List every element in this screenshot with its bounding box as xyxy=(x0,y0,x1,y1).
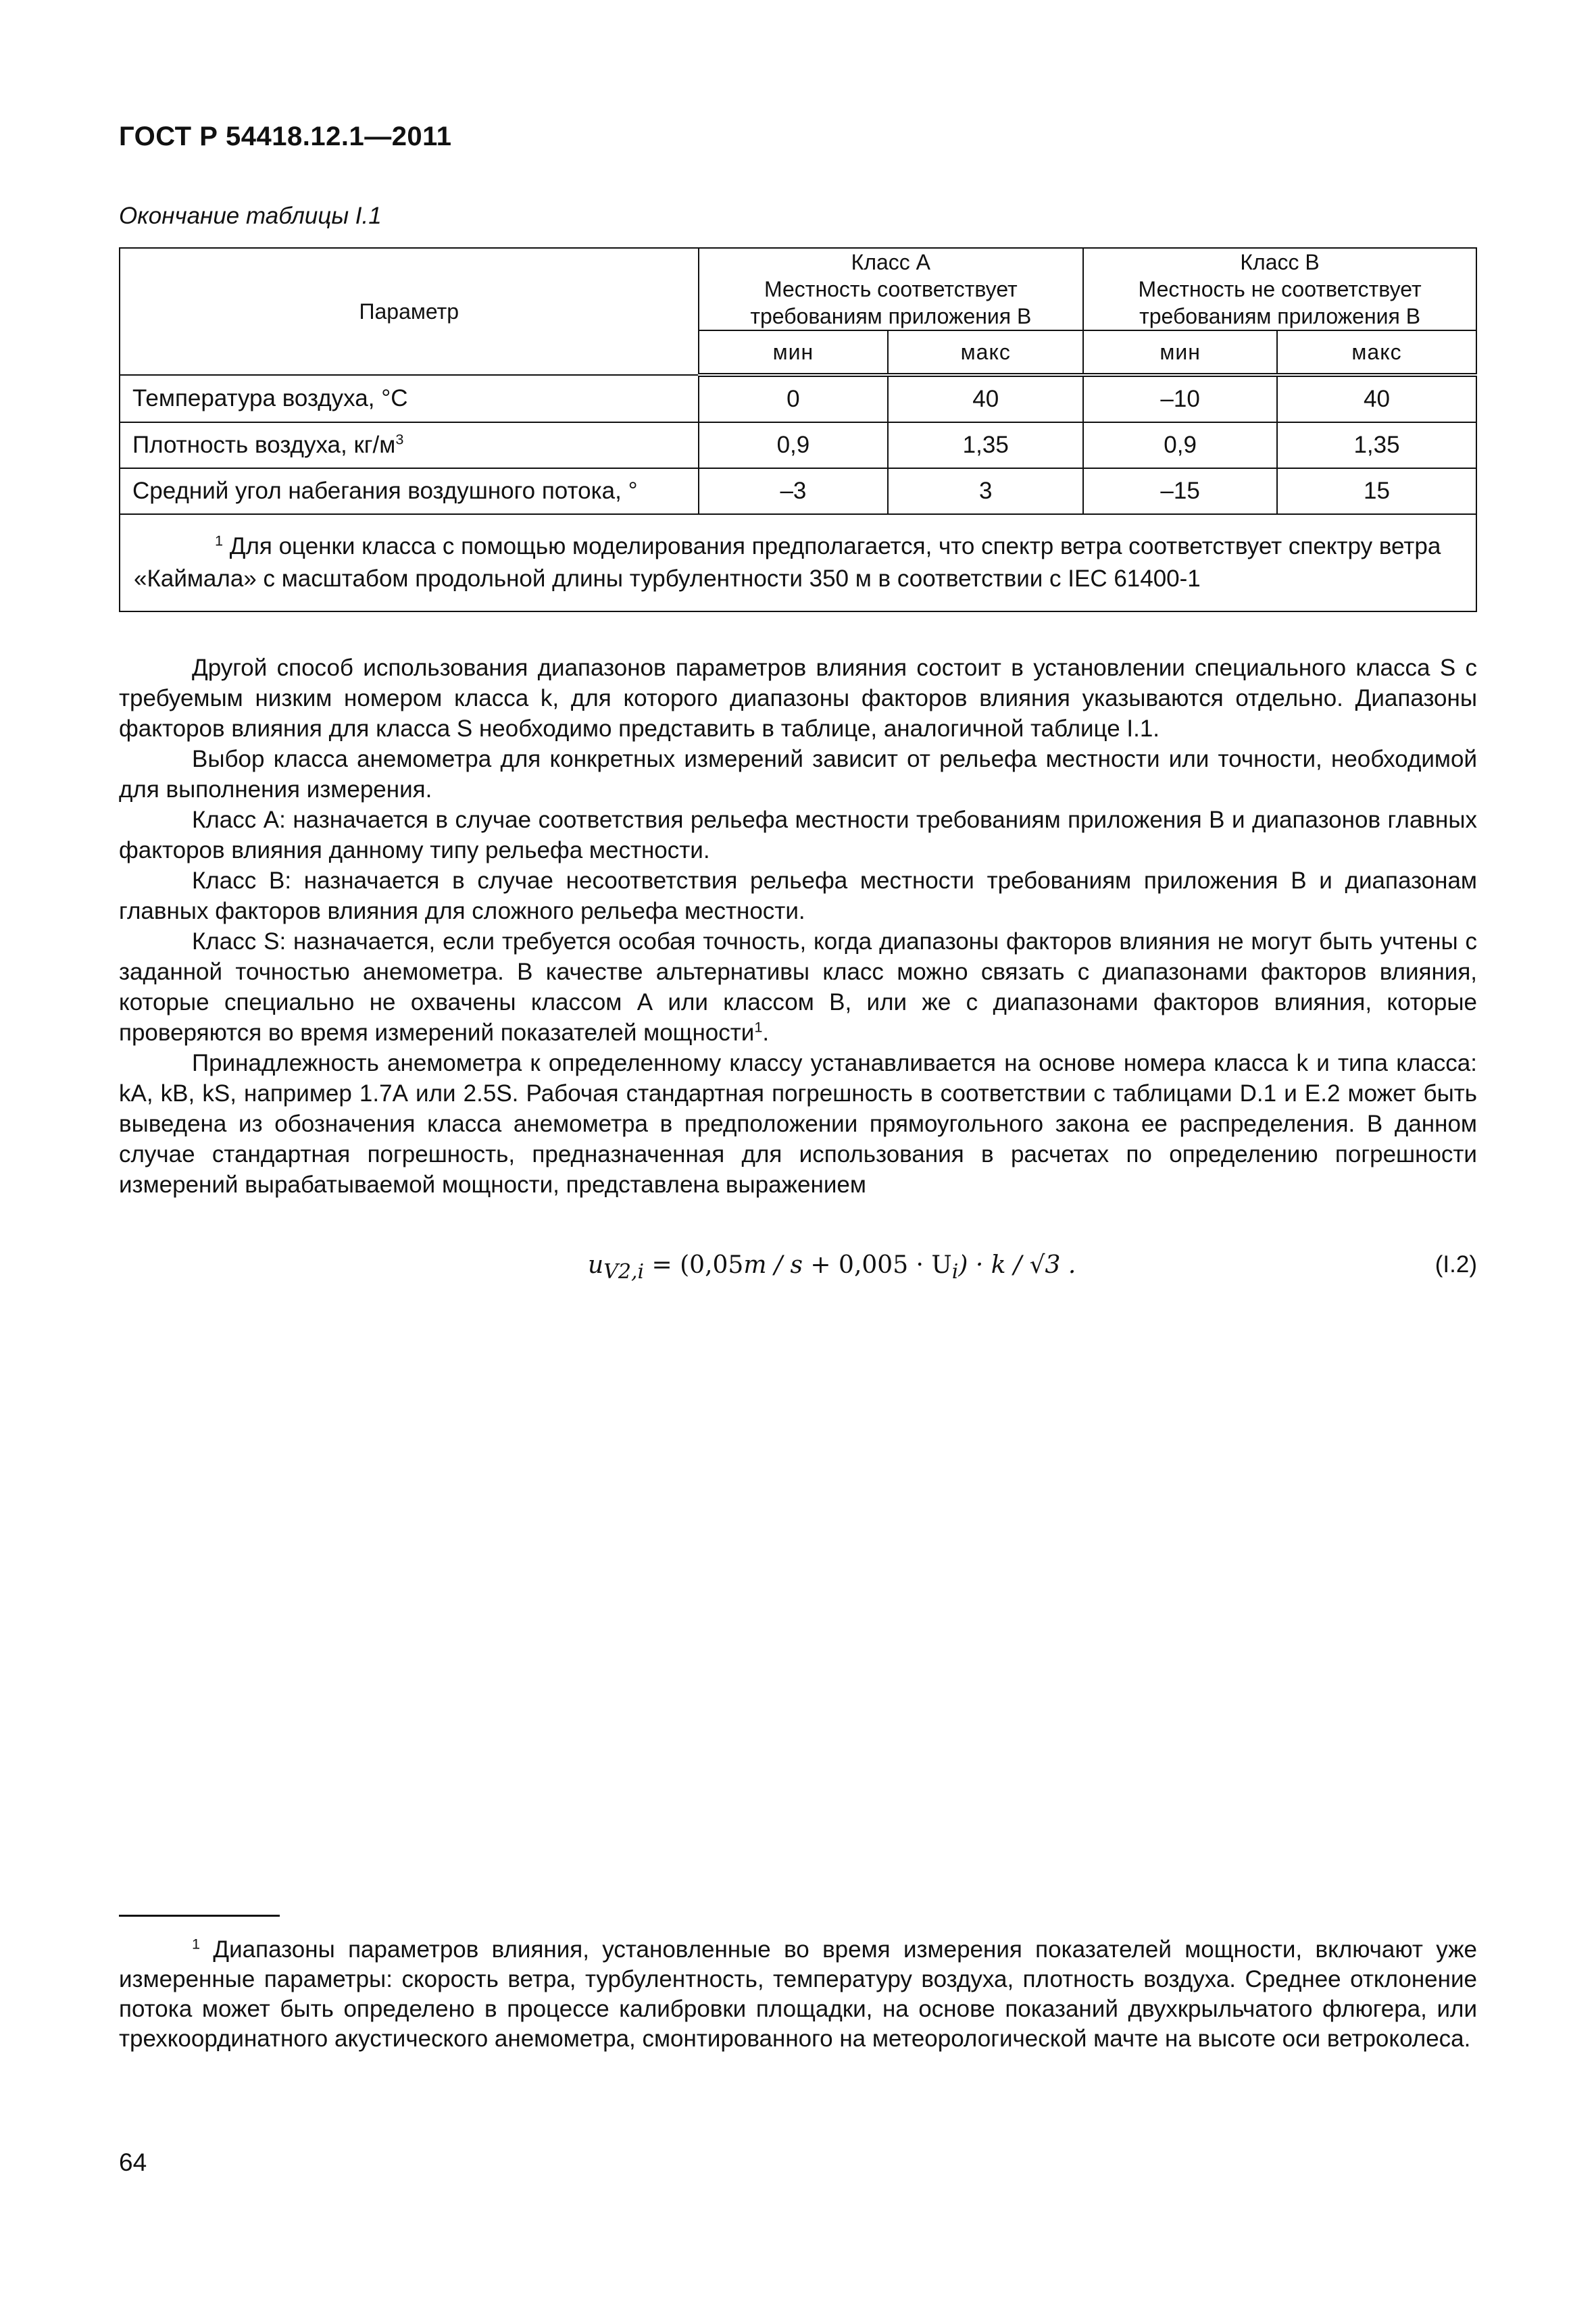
footnote xyxy=(119,1935,1477,2054)
paragraph: Другой способ использования диапазонов параметров влияния состоит в установлении специального класса S с требуемым низким номером класса k, для которого диапазоны факторов влияния указываются отдельно. Диапазоны факторов влияния для класса S необходимо представить в таблице, аналогичной таблице I.1. xyxy=(119,655,1477,742)
table-header-class-b xyxy=(1083,248,1476,330)
table-header-parameter: Параметр xyxy=(120,248,699,375)
subheader-class-b-min: мин xyxy=(1083,330,1277,375)
paragraph: Принадлежность анемометра к определенному классу устанавливается на основе номера класса k и типа класса: kA, kB, kS, например 1.7А или 2.5S. Рабочая стандартная погрешность в соответствии с таблицами D.1 и Е.2 может быть выведена из обозначения класса анемометра в предположении прямоугольного закона ее распределения. В данном случае стандартная погрешность, предназначенная для использования в расчетах по определению погрешности измерений вырабатываемой мощности, представлена выражением xyxy=(119,1050,1477,1198)
row-parameter-text: Средний угол набегания воздушного потока, ° xyxy=(132,478,638,504)
formula-lhs-sub: V2,i xyxy=(603,1260,645,1284)
row-parameter-text: Температура воздуха, °С xyxy=(132,385,408,411)
row-value: 40 xyxy=(1277,375,1476,422)
formula-rhs-sub: i xyxy=(951,1260,959,1284)
paragraph: Выбор класса анемометра для конкретных измерений зависит от рельефа местности или точности, необходимой для выполнения измерения. xyxy=(119,746,1477,803)
table-note xyxy=(120,514,1476,611)
row-value: 0,9 xyxy=(1083,422,1277,468)
row-value: –15 xyxy=(1083,468,1277,514)
paragraph: Класс А: назначается в случае соответствия рельефа местности требованиям приложения В и диапазонов главных факторов влияния данному типу рельефа местности. xyxy=(119,807,1477,863)
formula-lhs-var: u xyxy=(588,1251,604,1279)
subheader-class-a-min: мин xyxy=(699,330,889,375)
table-note-text: Для оценки класса с помощью моделирования предполагается, что спектр ветра соответствует спектру ветра «Каймала» с масштабом продольной длины турбулентности 350 м в соответствии с IEC 61400-1 xyxy=(134,533,1441,592)
table-row xyxy=(120,375,1476,422)
class-b-desc-1: Местность не соответствует xyxy=(1138,277,1422,301)
footnote-text: Диапазоны параметров влияния, установленные во время измерения показателей мощности, включают уже измеренные параметры: скорость ветра, турбулентность, температуру воздуха, плотность воздуха. Среднее отклонение потока может быть определено в процессе калибровки площадки, на основе показаний двухкрыльчатого флюгера, или трехкоординатного акустического анемометра, смонтированного на метеорологической мачте на высоте оси ветроколеса. xyxy=(119,1936,1477,2052)
paragraph-text: Класс S: назначается, если требуется особая точность, когда диапазоны факторов влияния не могут быть учтены с заданной точностью анемометра. В качестве альтернативы класс можно связать с диапазонами факторов влияния, которые специально не охвачены классом А или классом В, или же с диапазонами факторов влияния, которые проверяются во время измерений показателей мощности xyxy=(119,928,1477,1046)
paragraph: Класс В: назначается в случае несоответствия рельефа местности требованиям приложения В и диапазонам главных факторов влияния для сложного рельефа местности. xyxy=(119,867,1477,924)
table-header-class-a xyxy=(699,248,1084,330)
row-value: –10 xyxy=(1083,375,1277,422)
formula-number: (I.2) xyxy=(1435,1251,1477,1278)
class-b-desc-2: требованиям приложения В xyxy=(1139,304,1421,328)
footnote-reference[interactable]: 1 xyxy=(754,1018,763,1036)
subheader-class-b-max: макс xyxy=(1277,330,1476,375)
row-parameter-text: Плотность воздуха, кг/м xyxy=(132,432,396,458)
parameter-table xyxy=(119,247,1477,612)
row-value: 0,9 xyxy=(699,422,889,468)
row-value: 1,35 xyxy=(888,422,1083,468)
row-parameter xyxy=(120,375,699,422)
class-a-desc-2: требованиям приложения В xyxy=(750,304,1032,328)
formula-rhs-unit: m / s xyxy=(743,1251,803,1279)
formula-rhs-close: ) · k / √3 . xyxy=(958,1251,1076,1279)
class-a-desc-1: Местность соответствует xyxy=(764,277,1018,301)
unit-superscript: 3 xyxy=(395,430,404,448)
row-parameter xyxy=(120,468,699,514)
formula-rhs-mid: + 0,005 · U xyxy=(802,1251,952,1279)
table-row xyxy=(120,468,1476,514)
body-text xyxy=(119,653,1477,1200)
footnote-divider xyxy=(119,1915,280,1917)
row-value: 0 xyxy=(699,375,889,422)
footnote-marker: 1 xyxy=(192,1935,201,1953)
class-b-title: Класс В xyxy=(1240,250,1320,274)
row-value: –3 xyxy=(699,468,889,514)
table-row xyxy=(120,422,1476,468)
row-value: 3 xyxy=(888,468,1083,514)
row-value: 15 xyxy=(1277,468,1476,514)
formula-i2 xyxy=(588,1251,1076,1284)
subheader-class-a-max: макс xyxy=(888,330,1083,375)
table-note-marker: 1 xyxy=(215,532,224,549)
class-a-title: Класс А xyxy=(851,250,931,274)
row-value: 40 xyxy=(888,375,1083,422)
table-caption: Окончание таблицы I.1 xyxy=(119,203,382,229)
formula-rhs-open: = (0,05 xyxy=(644,1251,744,1279)
row-value: 1,35 xyxy=(1277,422,1476,468)
paragraph-with-footnote: Класс S: назначается, если требуется особая точность, когда диапазоны факторов влияния не могут быть учтены с заданной точностью анемометра. В качестве альтернативы класс можно связать с диапазонами факторов влияния, которые специально не охвачены классом А или классом В, или же с диапазонами факторов влияния, которые проверяются во время измерений показателей мощности$^1$. xyxy=(119,928,1477,1046)
row-parameter xyxy=(120,422,699,468)
page-number: 64 xyxy=(119,2148,147,2176)
document-header: ГОСТ Р 54418.12.1—2011 xyxy=(119,122,452,151)
